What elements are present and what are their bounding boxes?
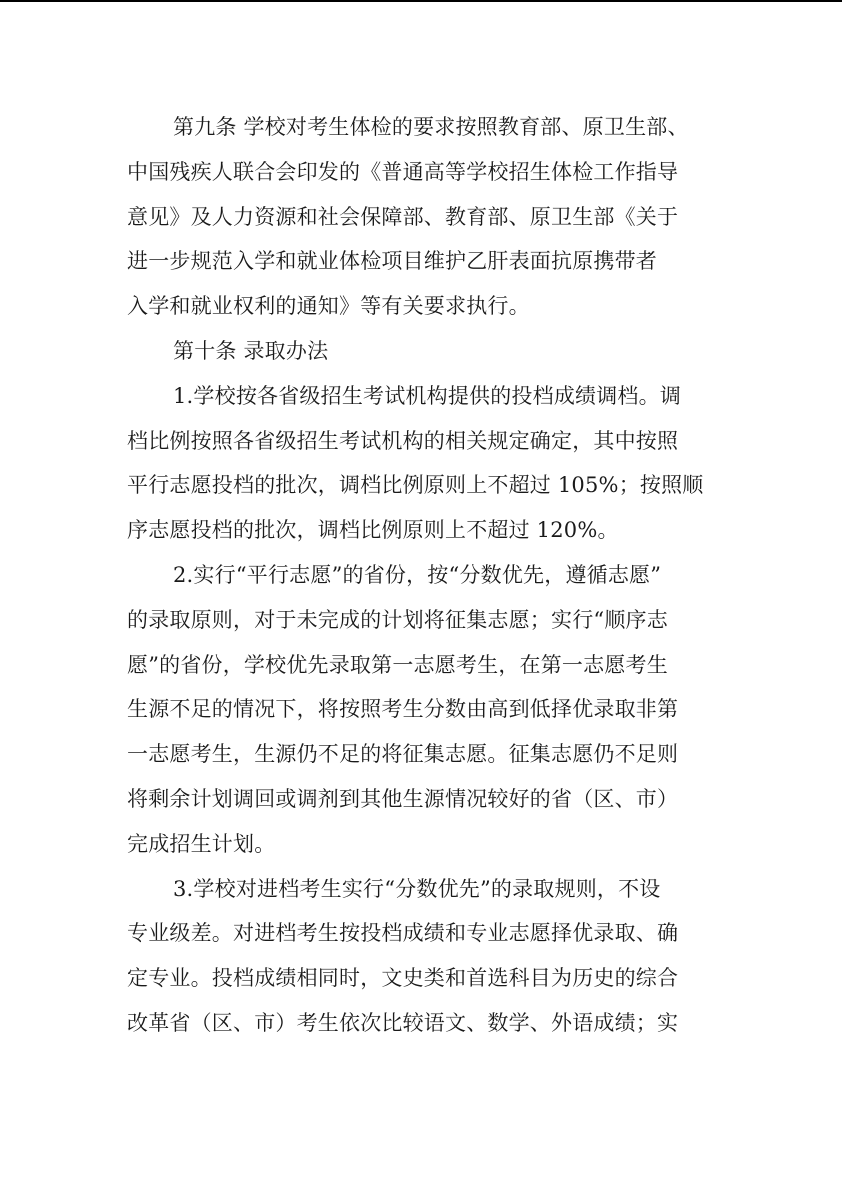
item-2-line-3: 愿”的省份，学校优先录取第一志愿考生，在第一志愿考生 bbox=[127, 652, 668, 677]
top-border-rule bbox=[0, 0, 842, 2]
item-3-line-3: 定专业。投档成绩相同时，文史类和首选科目为历史的综合 bbox=[127, 966, 679, 991]
article-9-line-5: 入学和就业权利的通知》等有关要求执行。 bbox=[127, 294, 530, 319]
article-9-line-3: 意见》及人力资源和社会保障部、教育部、原卫生部《关于 bbox=[127, 204, 679, 229]
article-9-line-4: 进一步规范入学和就业体检项目维护乙肝表面抗原携带者 bbox=[127, 249, 657, 274]
item-1-line-2: 档比例按照各省级招生考试机构的相关规定确定，其中按照 bbox=[127, 428, 679, 453]
item-2-line-2: 的录取原则，对于未完成的计划将征集志愿；实行“顺序志 bbox=[127, 607, 668, 632]
item-1-line-4: 序志愿投档的批次，调档比例原则上不超过 120%。 bbox=[127, 518, 619, 543]
article-9-heading-line: 第九条 学校对考生体检的要求按照教育部、原卫生部、 bbox=[173, 115, 689, 139]
item-3-line-4: 改革省（区、市）考生依次比较语文、数学、外语成绩；实 bbox=[127, 1010, 679, 1035]
item-2-line-5: 一志愿考生，生源仍不足的将征集志愿。征集志愿仍不足则 bbox=[127, 742, 679, 767]
item-2-line-4: 生源不足的情况下，将按照考生分数由高到低择优录取非第 bbox=[127, 697, 679, 722]
article-9-line-2: 中国残疾人联合会印发的《普通高等学校招生体检工作指导 bbox=[127, 159, 679, 184]
item-2-line-1: 2.实行“平行志愿”的省份，按“分数优先，遵循志愿” bbox=[173, 562, 662, 587]
article-10-heading: 第十条 录取办法 bbox=[173, 338, 329, 363]
item-2-line-7: 完成招生计划。 bbox=[127, 831, 276, 856]
item-3-line-1: 3.学校对进档考生实行“分数优先”的录取规则，不设 bbox=[173, 876, 661, 901]
item-2-line-6: 将剩余计划调回或调剂到其他生源情况较好的省（区、市） bbox=[127, 786, 679, 811]
item-1-line-1: 1.学校按各省级招生考试机构提供的投档成绩调档。调 bbox=[173, 383, 682, 408]
item-3-line-2: 专业级差。对进档考生按投档成绩和专业志愿择优录取、确 bbox=[127, 921, 679, 946]
document-body bbox=[127, 105, 721, 1046]
item-1-line-3: 平行志愿投档的批次，调档比例原则上不超过 105%；按照顺 bbox=[127, 473, 704, 498]
